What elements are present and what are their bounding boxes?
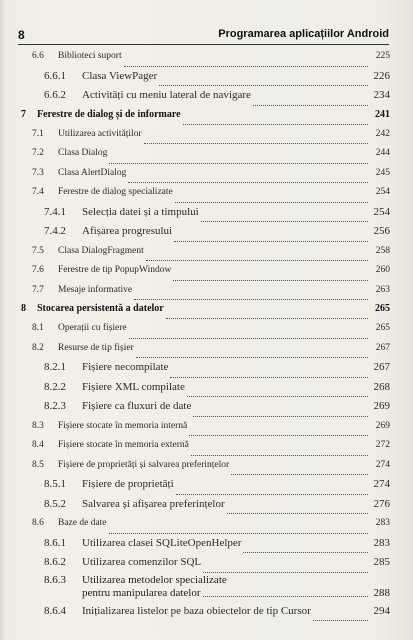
- toc-entry-number: 8.5.1: [44, 478, 66, 490]
- toc-entry-title: Fișiere XML compilate: [82, 380, 185, 393]
- toc-entry: [18, 89, 390, 109]
- toc-entry-page: 283: [373, 536, 390, 549]
- toc-entry: [18, 322, 390, 342]
- dot-leader: [109, 163, 368, 164]
- page-number: 8: [18, 28, 25, 42]
- toc-entry: [18, 420, 390, 440]
- toc-entry-title: Salvarea și afișarea preferințelor: [82, 497, 225, 510]
- toc-entry-title: Clasa DialogFragment: [58, 245, 144, 256]
- toc-entry-title: Ferestre de dialog și de informare: [37, 108, 181, 120]
- toc-entry-page: 241: [375, 108, 390, 120]
- toc-entry: [18, 342, 390, 362]
- toc-entry-title: Fișiere de proprietăți: [82, 478, 174, 490]
- header-rule: [18, 44, 389, 45]
- dot-leader: [109, 533, 368, 534]
- dot-leader: [174, 241, 368, 242]
- dot-leader: [170, 377, 368, 378]
- toc-entry-page: 283: [375, 518, 390, 528]
- toc-entry: [18, 284, 390, 304]
- toc-entry-title: Ferestre de dialog specializate: [58, 187, 173, 197]
- toc-entry-number: 6.6: [32, 51, 44, 61]
- toc-entry: [18, 574, 390, 605]
- dot-leader: [193, 416, 368, 417]
- toc-entry: [18, 381, 390, 401]
- toc-entry-title: Utilizarea metodelor specializate: [82, 573, 227, 586]
- toc-entry-page: 294: [373, 604, 390, 617]
- toc-entry-page: 256: [373, 225, 390, 237]
- toc-entry-title: Fișiere stocate în memoria externă: [58, 440, 189, 450]
- toc-entry-number: 8.2.2: [44, 380, 66, 393]
- toc-entry-number: 8.2: [32, 342, 44, 353]
- toc-entry: [18, 186, 390, 206]
- toc-entry: [18, 245, 390, 265]
- toc-entry-page: 274: [373, 478, 390, 490]
- toc-entry-page: 242: [375, 128, 390, 139]
- toc-entry-number: 8.6: [32, 518, 44, 528]
- toc-entry-page: 276: [373, 497, 390, 510]
- dot-leader: [231, 474, 368, 475]
- toc-entry-title: Stocarea persistentă a datelor: [37, 303, 164, 314]
- dot-leader: [203, 572, 368, 573]
- toc-entry-title: Biblioteci suport: [58, 51, 122, 61]
- toc-entry-number: 7.5: [32, 245, 44, 256]
- toc-chapter: [18, 303, 390, 322]
- toc-entry: [18, 439, 390, 459]
- toc-entry: [18, 50, 390, 70]
- toc-entry-number: 8: [21, 303, 26, 314]
- toc-entry: [18, 459, 390, 479]
- dot-leader: [253, 105, 368, 106]
- toc-entry-number: 7: [21, 108, 26, 120]
- dot-leader: [173, 280, 368, 281]
- toc-entry-title: Fișiere de proprietăți și salvarea preferințelor: [58, 459, 230, 470]
- toc-entry-page: 272: [375, 440, 390, 450]
- toc-entry-page: 288: [373, 586, 390, 599]
- toc-entry-title: Fișiere necompilate: [82, 361, 169, 373]
- toc-entry-title: Afișarea progresului: [82, 225, 173, 237]
- toc-entry-title: Fișiere ca fluxuri de date: [82, 400, 192, 412]
- toc-entry: [18, 400, 390, 420]
- dot-leader: [176, 494, 368, 495]
- toc-entry-page: 260: [375, 265, 390, 275]
- toc-entry-page: 265: [375, 303, 390, 314]
- dot-leader: [124, 66, 368, 67]
- dot-leader: [203, 596, 368, 597]
- toc-entry-title: Mesaje informative: [58, 284, 133, 295]
- toc-entry-page: 285: [373, 556, 390, 568]
- toc-entry-title: Selecția datei și a timpului: [82, 205, 199, 218]
- dot-leader: [159, 85, 368, 86]
- toc-entry-number: 7.1: [32, 128, 44, 139]
- toc-entry-page: 254: [373, 205, 390, 218]
- toc-entry-title: Inițializarea listelor pe baza obiectelor de tip Cursor: [82, 604, 311, 617]
- dot-leader: [146, 260, 368, 261]
- toc-entry-number: 6.6.1: [44, 69, 66, 82]
- toc-entry: [18, 605, 390, 625]
- toc-entry-title: Resurse de tip fișier: [58, 342, 134, 353]
- toc-entry-title: Utilizarea activităților: [58, 128, 142, 139]
- toc-entry-title: Operații cu fișiere: [58, 323, 127, 333]
- toc-chapter: [18, 109, 390, 128]
- toc-entry-page: 269: [373, 400, 390, 412]
- toc-entry: [18, 225, 390, 245]
- dot-leader: [227, 513, 368, 514]
- toc-entry: [18, 167, 390, 187]
- toc-entry-number: 8.5.2: [44, 497, 66, 510]
- toc-entry-title: Clasa ViewPager: [82, 69, 158, 82]
- toc-entry: [18, 361, 390, 381]
- toc-entry-page: 268: [373, 380, 390, 393]
- toc-entry-number: 8.3: [32, 420, 44, 431]
- toc-entry-title: Activități cu meniu lateral de navigare: [82, 89, 251, 101]
- dot-leader: [243, 552, 368, 553]
- toc-entry: [18, 206, 390, 226]
- toc-entry-number: 7.6: [32, 265, 44, 275]
- dot-leader: [144, 143, 368, 144]
- dot-leader: [134, 299, 368, 300]
- toc-entry-title: Baze de date: [58, 518, 107, 528]
- dot-leader: [128, 182, 368, 183]
- toc-entry-page: 225: [375, 51, 390, 61]
- toc-entry-page: 258: [375, 245, 390, 256]
- dot-leader: [136, 357, 368, 358]
- toc-entry-title: Utilizarea clasei SQLiteOpenHelper: [82, 536, 242, 549]
- toc-entry-number: 7.4: [32, 187, 44, 197]
- toc-entry-page: 274: [375, 459, 390, 470]
- toc-entry-number: 8.6.4: [44, 604, 66, 617]
- toc-entry-title: Clasa AlertDialog: [58, 167, 127, 178]
- toc-entry-number: 8.1: [32, 323, 44, 333]
- toc-entry-number: 8.6.3: [44, 573, 66, 586]
- dot-leader: [187, 396, 368, 397]
- toc-entry-number: 8.2.3: [44, 400, 66, 412]
- toc-entry-title: Clasa Dialog: [58, 148, 108, 158]
- dot-leader: [166, 318, 368, 319]
- toc-entry-number: 7.4.2: [44, 225, 66, 237]
- toc-entry-page: 267: [373, 361, 390, 373]
- toc-entry-title: Ferestre de tip PopupWindow: [58, 265, 172, 275]
- table-of-contents: [18, 50, 390, 624]
- toc-entry-number: 8.6.2: [44, 556, 66, 568]
- dot-leader: [129, 338, 368, 339]
- toc-entry: [18, 264, 390, 284]
- toc-entry-page: 245: [375, 167, 390, 178]
- dot-leader: [189, 435, 368, 436]
- toc-entry-number: 8.4: [32, 440, 44, 450]
- toc-entry-page: 244: [375, 148, 390, 158]
- dot-leader: [183, 124, 368, 125]
- toc-entry-number: 8.6.1: [44, 536, 66, 549]
- toc-entry: [18, 498, 390, 518]
- toc-entry: [18, 147, 390, 167]
- toc-entry: [18, 70, 390, 90]
- toc-entry-page: 269: [375, 420, 390, 431]
- toc-entry-page: 265: [375, 323, 390, 333]
- toc-entry-title: Fișiere stocate în memoria internă: [58, 420, 188, 431]
- toc-entry-number: 7.2: [32, 148, 44, 158]
- toc-entry: [18, 128, 390, 148]
- toc-entry-page: 234: [373, 89, 390, 101]
- dot-leader: [175, 202, 368, 203]
- toc-entry-title-continued: pentru manipularea datelor: [82, 586, 201, 599]
- dot-leader: [201, 221, 368, 222]
- toc-entry-page: 254: [375, 187, 390, 197]
- dot-leader: [191, 455, 368, 456]
- toc-entry-page: 263: [375, 284, 390, 295]
- toc-entry-number: 7.4.1: [44, 205, 66, 218]
- toc-entry-number: 8.2.1: [44, 361, 66, 373]
- toc-entry: [18, 517, 390, 537]
- dot-leader: [313, 620, 368, 621]
- toc-entry-page: 267: [375, 342, 390, 353]
- toc-entry: [18, 556, 390, 576]
- toc-entry-number: 8.5: [32, 459, 44, 470]
- running-title: Programarea aplicațiilor Android: [218, 28, 389, 40]
- toc-entry: [18, 537, 390, 557]
- toc-entry-number: 6.6.2: [44, 89, 66, 101]
- toc-entry: [18, 478, 390, 498]
- toc-entry-number: 7.7: [32, 284, 44, 295]
- toc-entry-page: 226: [373, 69, 390, 82]
- toc-entry-title: Utilizarea comenzilor SQL: [82, 556, 202, 568]
- toc-entry-number: 7.3: [32, 167, 44, 178]
